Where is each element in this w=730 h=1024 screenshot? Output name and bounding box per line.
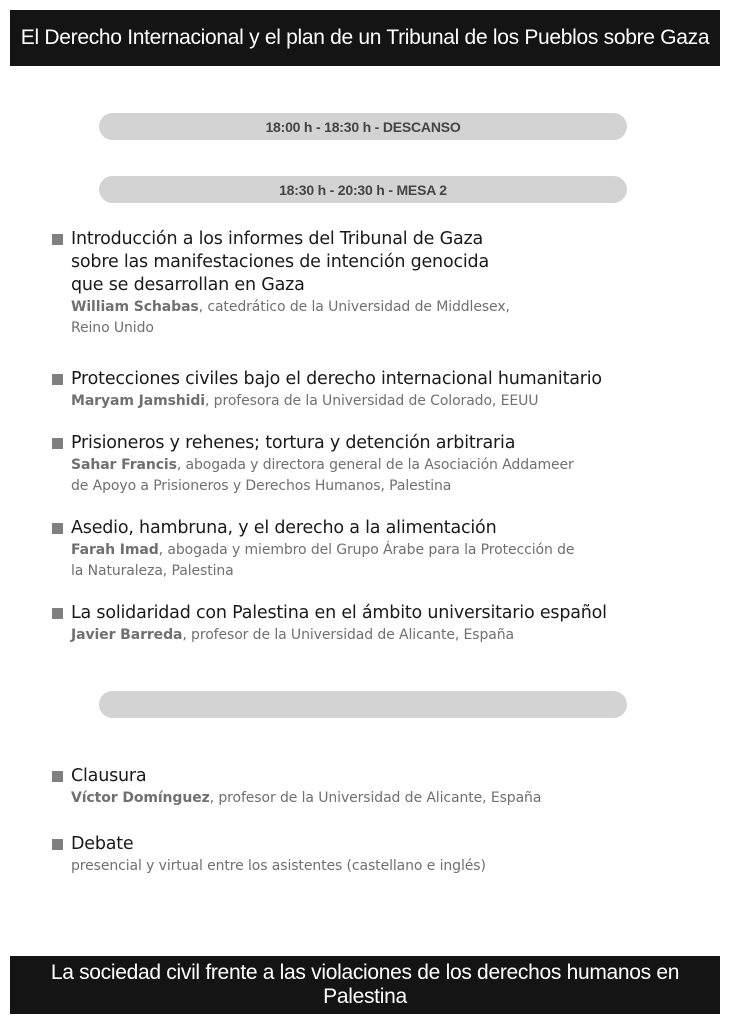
agenda-item-speaker: Farah Imad, abogada y miembro del Grupo Árabe para la Protección de la Naturaleza, Palestina: [71, 542, 575, 579]
agenda-item-speaker: William Schabas, catedrático de la Universidad de Middlesex, Reino Unido: [71, 299, 510, 336]
agenda-item-title: La solidaridad con Palestina en el ámbito universitario español: [71, 603, 607, 623]
agenda-item: [52, 517, 672, 582]
header-title: El Derecho Internacional y el plan de un Tribunal de los Pueblos sobre Gaza: [20, 26, 710, 49]
footer-banner: [10, 956, 720, 1014]
speaker-name: Farah Imad: [71, 542, 159, 558]
agenda-item-speaker: Maryam Jamshidi, profesora de la Universidad de Colorado, EEUU: [71, 393, 539, 409]
square-bullet-icon: [52, 771, 63, 782]
agenda-item: [52, 602, 672, 646]
speaker-name: Javier Barreda: [71, 627, 183, 643]
agenda-item-speaker: Javier Barreda, profesor de la Universidad de Alicante, España: [71, 627, 515, 643]
square-bullet-icon: [52, 234, 63, 245]
agenda-item-speaker: Víctor Domínguez, profesor de la Universidad de Alicante, España: [71, 790, 542, 806]
agenda-item-title: Prisioneros y rehenes; tortura y detención arbitraria: [71, 433, 516, 453]
square-bullet-icon: [52, 839, 63, 850]
square-bullet-icon: [52, 374, 63, 385]
header-banner: [10, 10, 720, 66]
empty-schedule-bar: [99, 691, 627, 718]
agenda-item: [52, 432, 672, 497]
square-bullet-icon: [52, 438, 63, 449]
agenda-item-debate: [52, 833, 672, 877]
break-time-bar: [99, 113, 627, 140]
break-time-label: 18:00 h - 18:30 h - DESCANSO: [265, 118, 461, 135]
footer-title: La sociedad civil frente a las violaciones de los derechos humanos en Palestina: [50, 961, 680, 1008]
agenda-item-title: Introducción a los informes del Tribunal de Gaza sobre las manifestaciones de intención genocida que se desarrollan en Gaza: [71, 229, 489, 295]
agenda-item-title: Debate: [71, 834, 134, 854]
panel-2-time-label: 18:30 h - 20:30 h - MESA 2: [279, 181, 447, 198]
agenda-item-title: Asedio, hambruna, y el derecho a la alimentación: [71, 518, 497, 538]
agenda-item-description: presencial y virtual entre los asistentes (castellano e inglés): [71, 858, 486, 874]
agenda-item-closing: [52, 765, 672, 809]
speaker-name: Sahar Francis: [71, 457, 177, 473]
square-bullet-icon: [52, 608, 63, 619]
agenda-item: [52, 228, 672, 339]
agenda-item: [52, 368, 672, 412]
speaker-name: Víctor Domínguez: [71, 790, 210, 806]
panel-2-time-bar: [99, 176, 627, 203]
speaker-name: Maryam Jamshidi: [71, 393, 205, 409]
speaker-name: William Schabas: [71, 299, 199, 315]
agenda-item-title: Protecciones civiles bajo el derecho internacional humanitario: [71, 369, 602, 389]
square-bullet-icon: [52, 523, 63, 534]
agenda-item-speaker: Sahar Francis, abogada y directora general de la Asociación Addameer de Apoyo a Prisioneros y Derechos Humanos, Palestina: [71, 457, 574, 494]
agenda-item-title: Clausura: [71, 766, 147, 786]
